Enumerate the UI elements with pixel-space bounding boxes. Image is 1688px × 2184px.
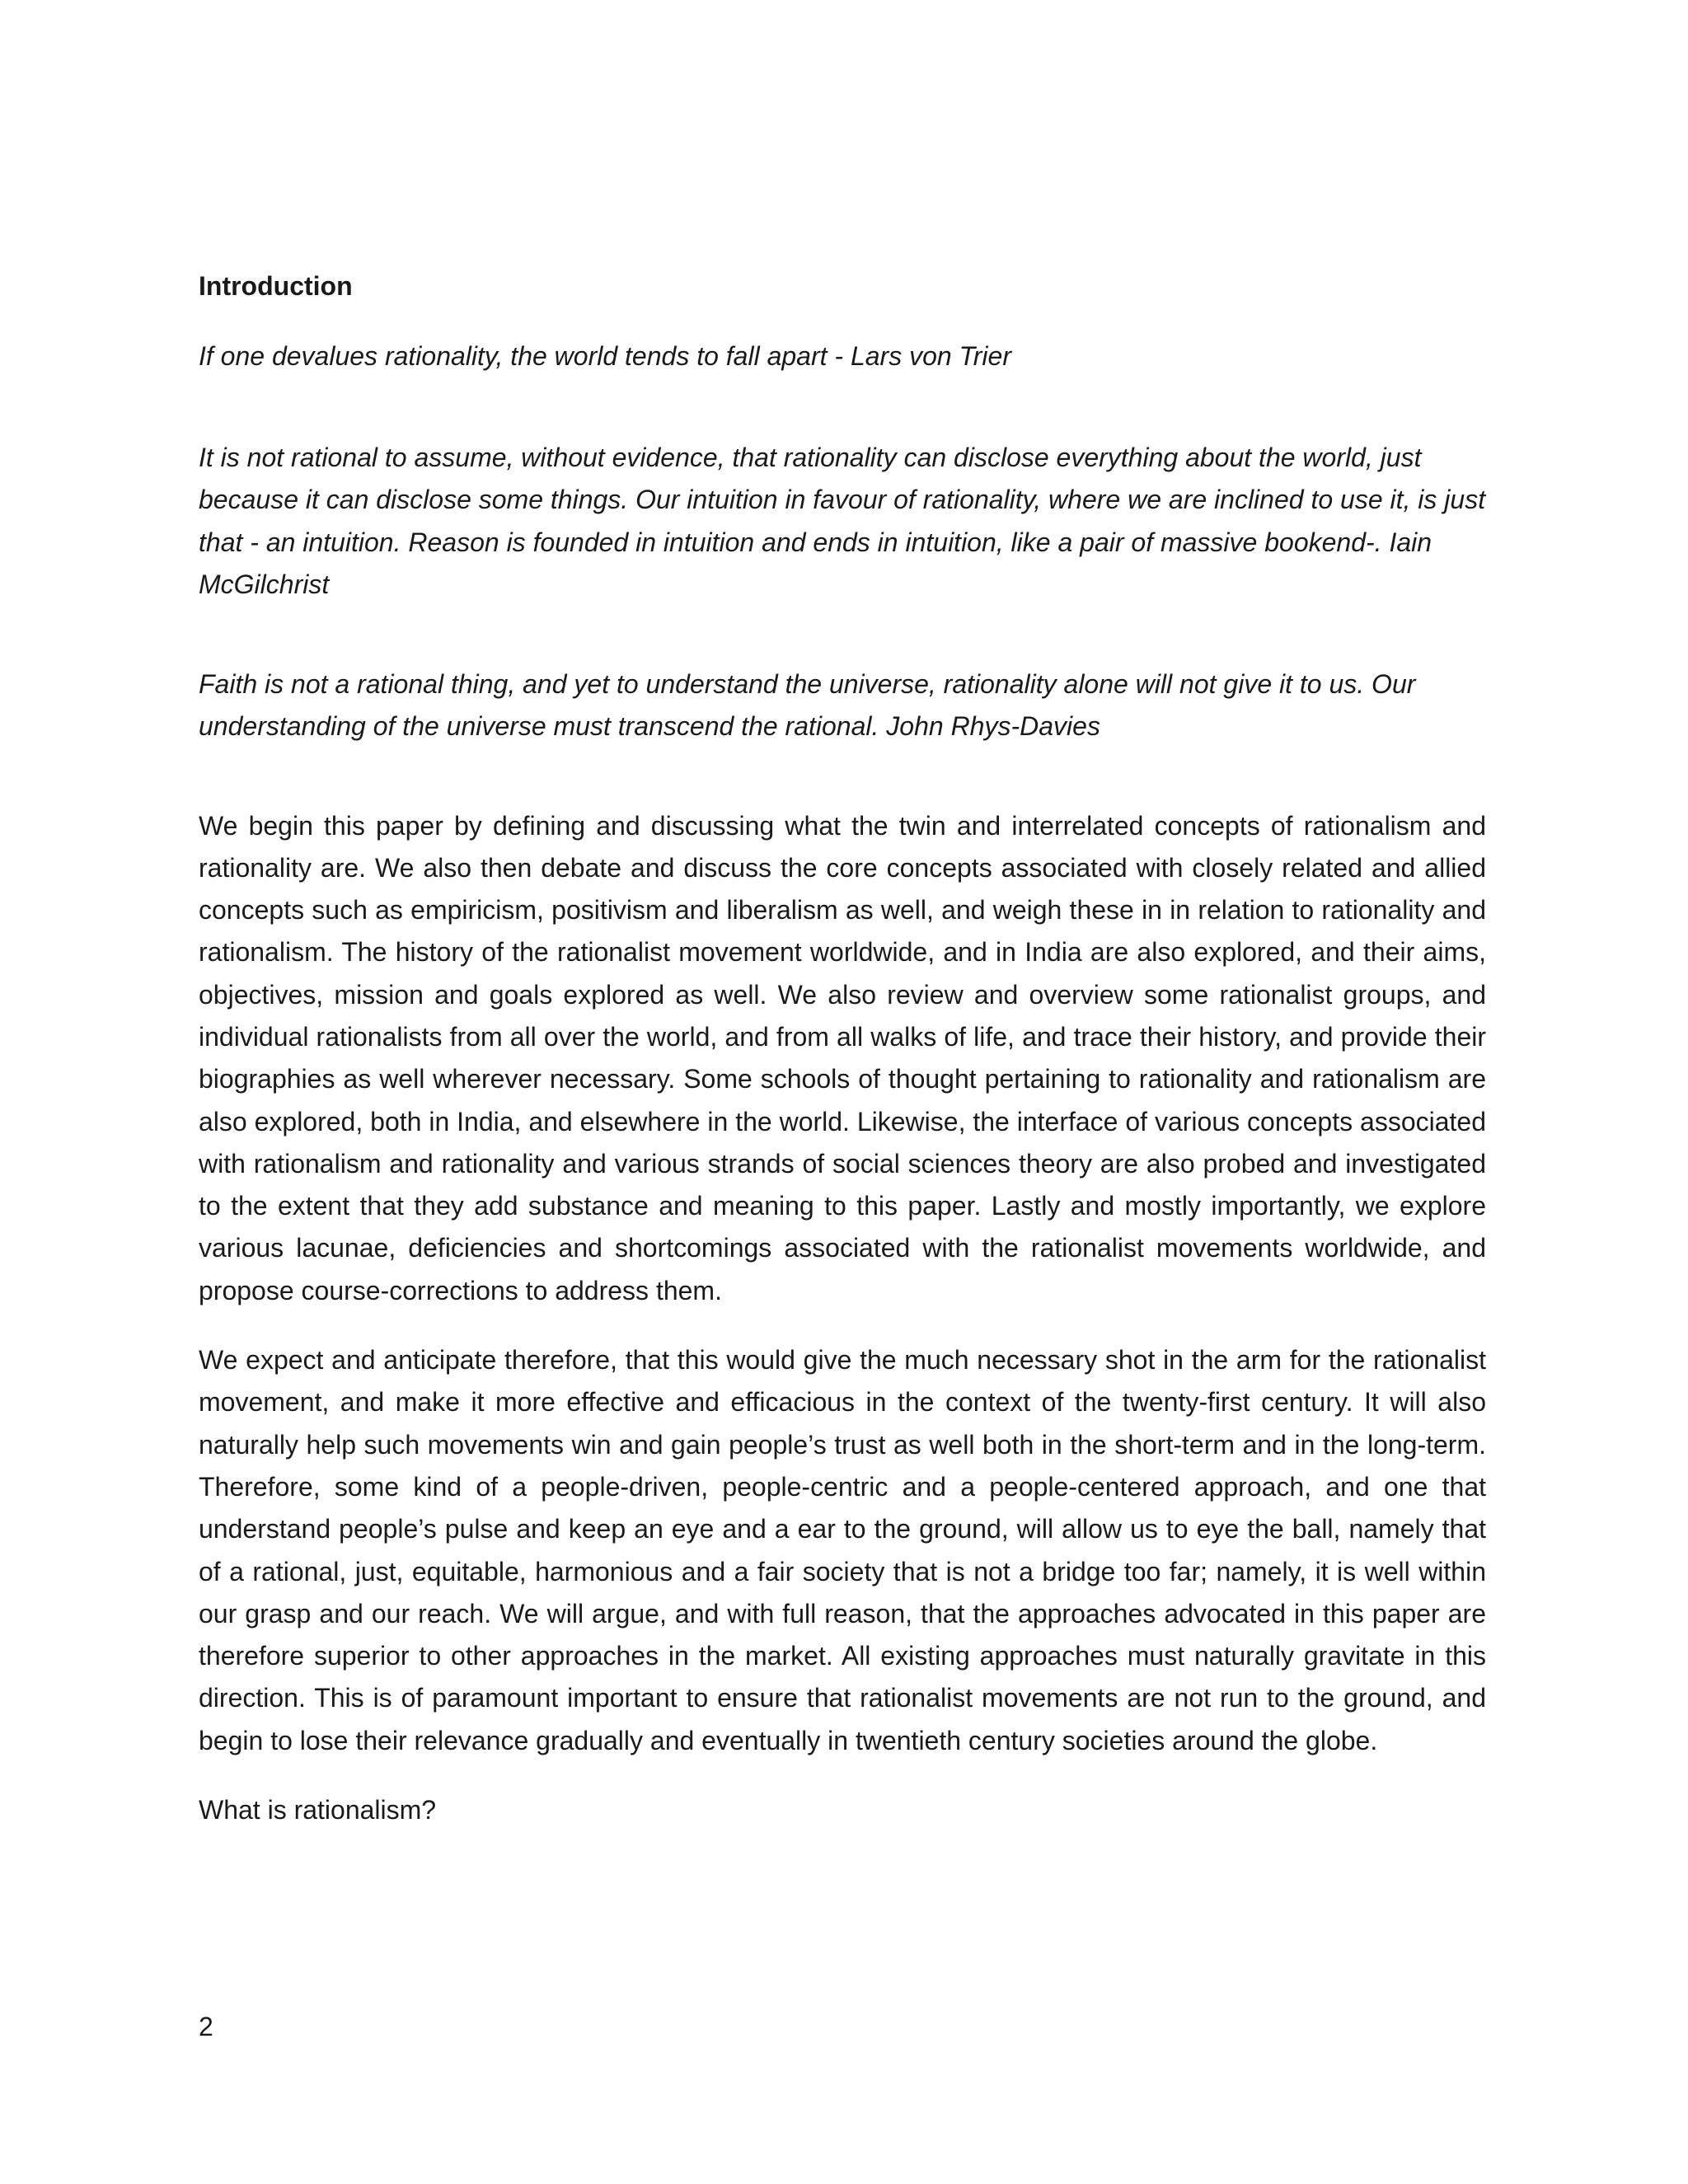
epigraph-quote-1: If one devalues rationality, the world tends to fall apart - Lars von Trier — [199, 341, 1011, 371]
body-paragraph-2: We expect and anticipate therefore, that this would give the much necessary shot in the arm for the rationalist movement, and make it more effective and efficacious in the context of the twenty-first century. It will also naturally help such movements win and gain people’s trust as well both in the short-term and in the long-term. Therefore, some kind of a people-driven, people-centric and a people-centered approach, and one that understand people’s pulse and keep an eye and a ear to the ground, will allow us to eye the ball, namely that of a rational, just, equitable, harmonious and a fair society that is not a bridge too far; namely, it is well within our grasp and our reach. We will argue, and with full reason, that the approaches advocated in this paper are therefore superior to other approaches in the market. All existing approaches must naturally gravitate in this direction. This is of paramount important to ensure that rationalist movements are not run to the ground, and begin to lose their relevance gradually and eventually in twentieth century societies around the globe. — [199, 1345, 1486, 1755]
page-content — [199, 265, 1486, 1831]
subsection-heading: What is rationalism? — [199, 1795, 437, 1825]
epigraph-quote-2: It is not rational to assume, without evidence, that rationality can disclose everything about the world, just because it can disclose some things. Our intuition in favour of rationality, where we are inclined to use it, is just that - an intuition. Reason is founded in intuition and ends in intuition, like a pair of massive bookend-. Iain McGilchrist — [199, 442, 1486, 599]
epigraph-quote-3: Faith is not a rational thing, and yet to understand the universe, rationality alone will not give it to us. Our understanding of the universe must transcend the rational. John Rhys-Davies — [199, 668, 1416, 741]
section-heading: Introduction — [199, 271, 353, 301]
body-paragraph-1: We begin this paper by defining and discussing what the twin and interrelated concepts of rationalism and rationality are. We also then debate and discuss the core concepts associated with closely related and allied concepts such as empiricism, positivism and liberalism as well, and weigh these in in relation to rationality and rationalism. The history of the rationalist movement worldwide, and in India are also explored, and their aims, objectives, mission and goals explored as well. We also review and overview some rationalist groups, and individual rationalists from all over the world, and from all walks of life, and trace their history, and provide their biographies as well wherever necessary. Some schools of thought pertaining to rationality and rationalism are also explored, both in India, and elsewhere in the world. Likewise, the interface of various concepts associated with rationalism and rationality and various strands of social sciences theory are also probed and investigated to the extent that they add substance and meaning to this paper. Lastly and mostly importantly, we explore various lacunae, deficiencies and shortcomings associated with the rationalist movements worldwide, and propose course-corrections to address them. — [199, 810, 1486, 1305]
page-number: 2 — [199, 2012, 213, 2041]
